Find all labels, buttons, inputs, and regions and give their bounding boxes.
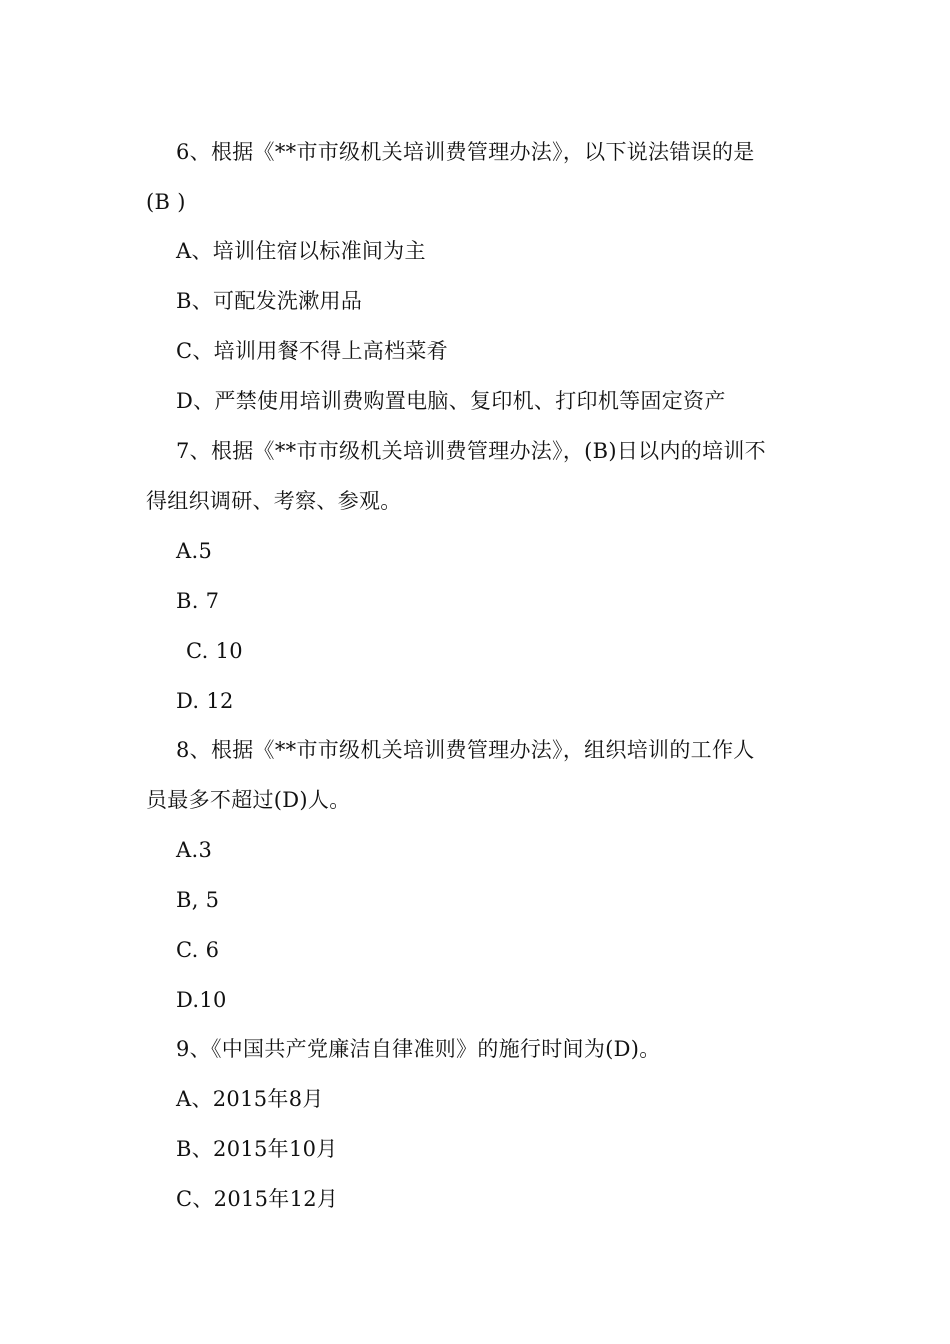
question-7-option-a: A.5 [176,539,213,563]
question-6-stem: 6、根据《**市市级机关培训费管理办法》，以下说法错误的是 [176,140,755,164]
question-8-stem: 8、根据《**市市级机关培训费管理办法》，组织培训的工作人 [176,738,755,762]
question-7-option-d: D. 12 [176,689,234,713]
question-9-option-c: C、2015年12月 [176,1187,339,1211]
question-9-stem: 9、《中国共产党廉洁自律准则》的施行时间为(D)。 [176,1037,661,1061]
question-8-stem-continued: 员最多不超过(D)人。 [146,788,351,812]
question-8-option-d: D.10 [176,988,227,1012]
question-7-option-b: B. 7 [176,589,220,613]
question-7-stem: 7、根据《**市市级机关培训费管理办法》，(B)日以内的培训不 [176,439,766,463]
question-9-option-b: B、2015年10月 [176,1137,338,1161]
question-6-option-c: C、培训用餐不得上高档菜肴 [176,339,448,363]
question-7-stem-continued: 得组织调研、考察、参观。 [146,489,402,513]
question-6-stem-continued: (B ) [146,190,186,214]
question-8-option-a: A.3 [176,838,213,862]
question-8-option-b: B, 5 [176,888,220,912]
question-9-option-a: A、2015年8月 [176,1087,324,1111]
question-6-option-b: B、可配发洗漱用品 [176,289,363,313]
question-7-option-c: C. 10 [186,639,243,663]
question-6-option-d: D、严禁使用培训费购置电脑、复印机、打印机等固定资产 [176,389,726,413]
question-6-option-a: A、培训住宿以标准间为主 [176,239,426,263]
question-8-option-c: C. 6 [176,938,220,962]
